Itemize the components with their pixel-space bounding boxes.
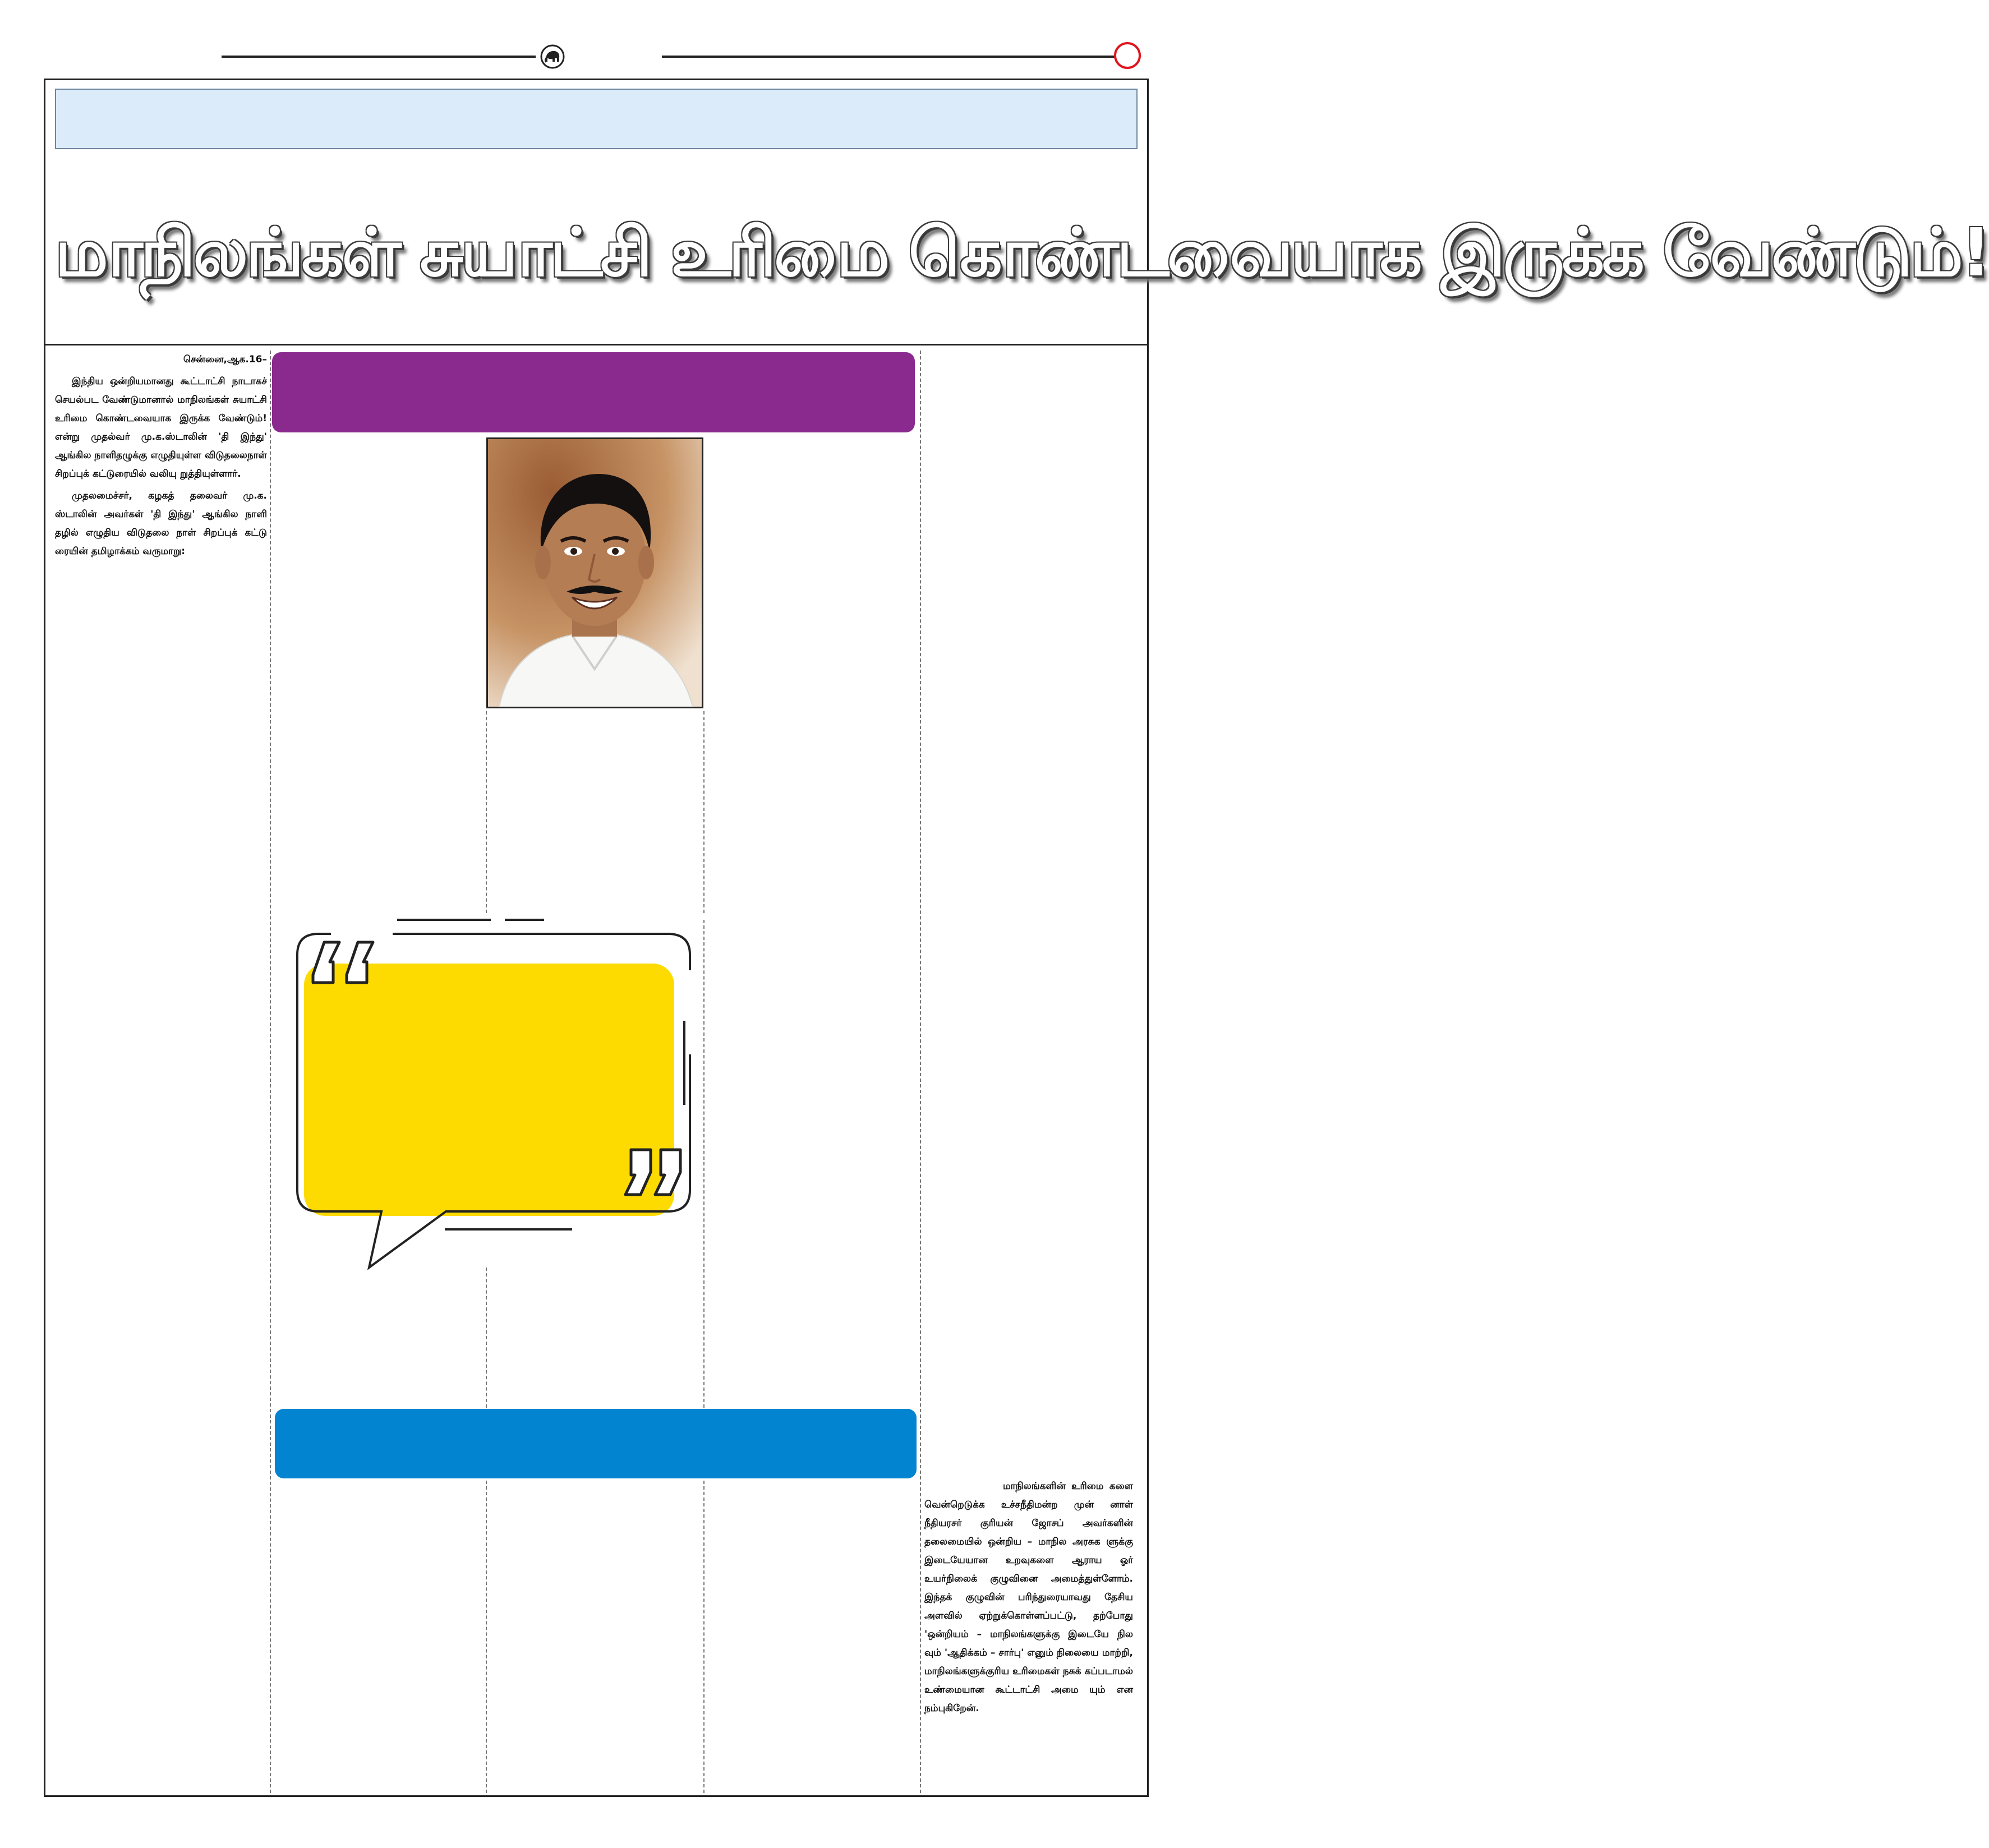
purple-title-band: [272, 352, 915, 432]
dateline: சென்னை,ஆக.16–: [183, 354, 267, 365]
column-separator-1: [270, 351, 271, 1793]
article-paragraph-1: இந்திய ஒன்றியமானது கூட்டாட்சி நாடாகச் செயல்பட வேண்டுமானால் மாநிலங்கள் சுயாட்சி உரிமை கொண்டவையாக இருக்க வேண்டும்! என்று முதல்வர் மு.க.ஸ்டாலின் 'தி இந்து' ஆங்கில நாளிதழுக்கு எழுதியுள்ள விடுதலைநாள் சிறப்புக் கட்டுரையில் வலியு றுத்தியுள்ளார்.: [55, 376, 267, 480]
column-separator-2b: [486, 1268, 487, 1408]
column-separator-3: [703, 711, 705, 913]
masthead-rule-right: [662, 56, 1116, 58]
portrait-photo: [486, 437, 703, 708]
headline: மாநிலங்கள் சுயாட்சி உரிமை கொண்டவையாக இருக்க வேண்டும்!: [55, 214, 1989, 291]
column-separator-3b: [703, 920, 705, 1408]
article-paragraph-3: மாநிலங்களின் உரிமை களை வென்றெடுக்க உச்சநீதிமன்ற முன் னாள் நீதியரசர் குரியன் ஜோசப் அவர்களின் தலைமையில் ஒன்றிய – மாநில அரசுக ளுக்கு இடையேயான உறவுகளை ஆராய ஓர் உயர்நிலைக் குழுவினை அமைத்துள்ளோம். இந்தக் குழுவின் பரிந்துரையாவது தேசிய அளவில் ஏற்றுக்கொள்ளப்பட்டு, தற்போது 'ஒன்றியம் – மாநிலங்களுக்கு இடையே நில வும் 'ஆதிக்கம் – சார்பு' எனும் நிலையை மாற்றி, மாநிலங்களுக்குரிய உரிமைகள் நசுக் கப்படாமல் உண்மையான கூட்டாட்சி அமை யும் என நம்புகிறேன்.: [924, 1481, 1133, 1714]
header-band: [55, 89, 1138, 149]
article-column-1: [55, 351, 267, 564]
headline-separator: [44, 344, 1149, 345]
article-column-4: [924, 1477, 1133, 1718]
article-paragraph-2: முதலமைச்சர், கழகத் தலைவர் மு.க. ஸ்டாலின் அவர்கள் 'தி இந்து' ஆங்கில நாளி தழில் எழுதிய விடுதலை நாள் சிறப்புக் கட்டு ரையின் தமிழாக்கம் வருமாறு:: [55, 490, 267, 557]
column-separator-2: [486, 711, 487, 913]
column-separator-4: [920, 351, 921, 1793]
masthead-rule-left: [222, 56, 536, 58]
red-circle-icon: [1113, 42, 1141, 70]
column-separator-3c: [703, 1481, 705, 1793]
blue-title-band: [275, 1409, 917, 1478]
column-separator-2c: [486, 1481, 487, 1793]
quote-bubble: [275, 920, 701, 1268]
elephant-emblem-icon: [540, 44, 565, 70]
